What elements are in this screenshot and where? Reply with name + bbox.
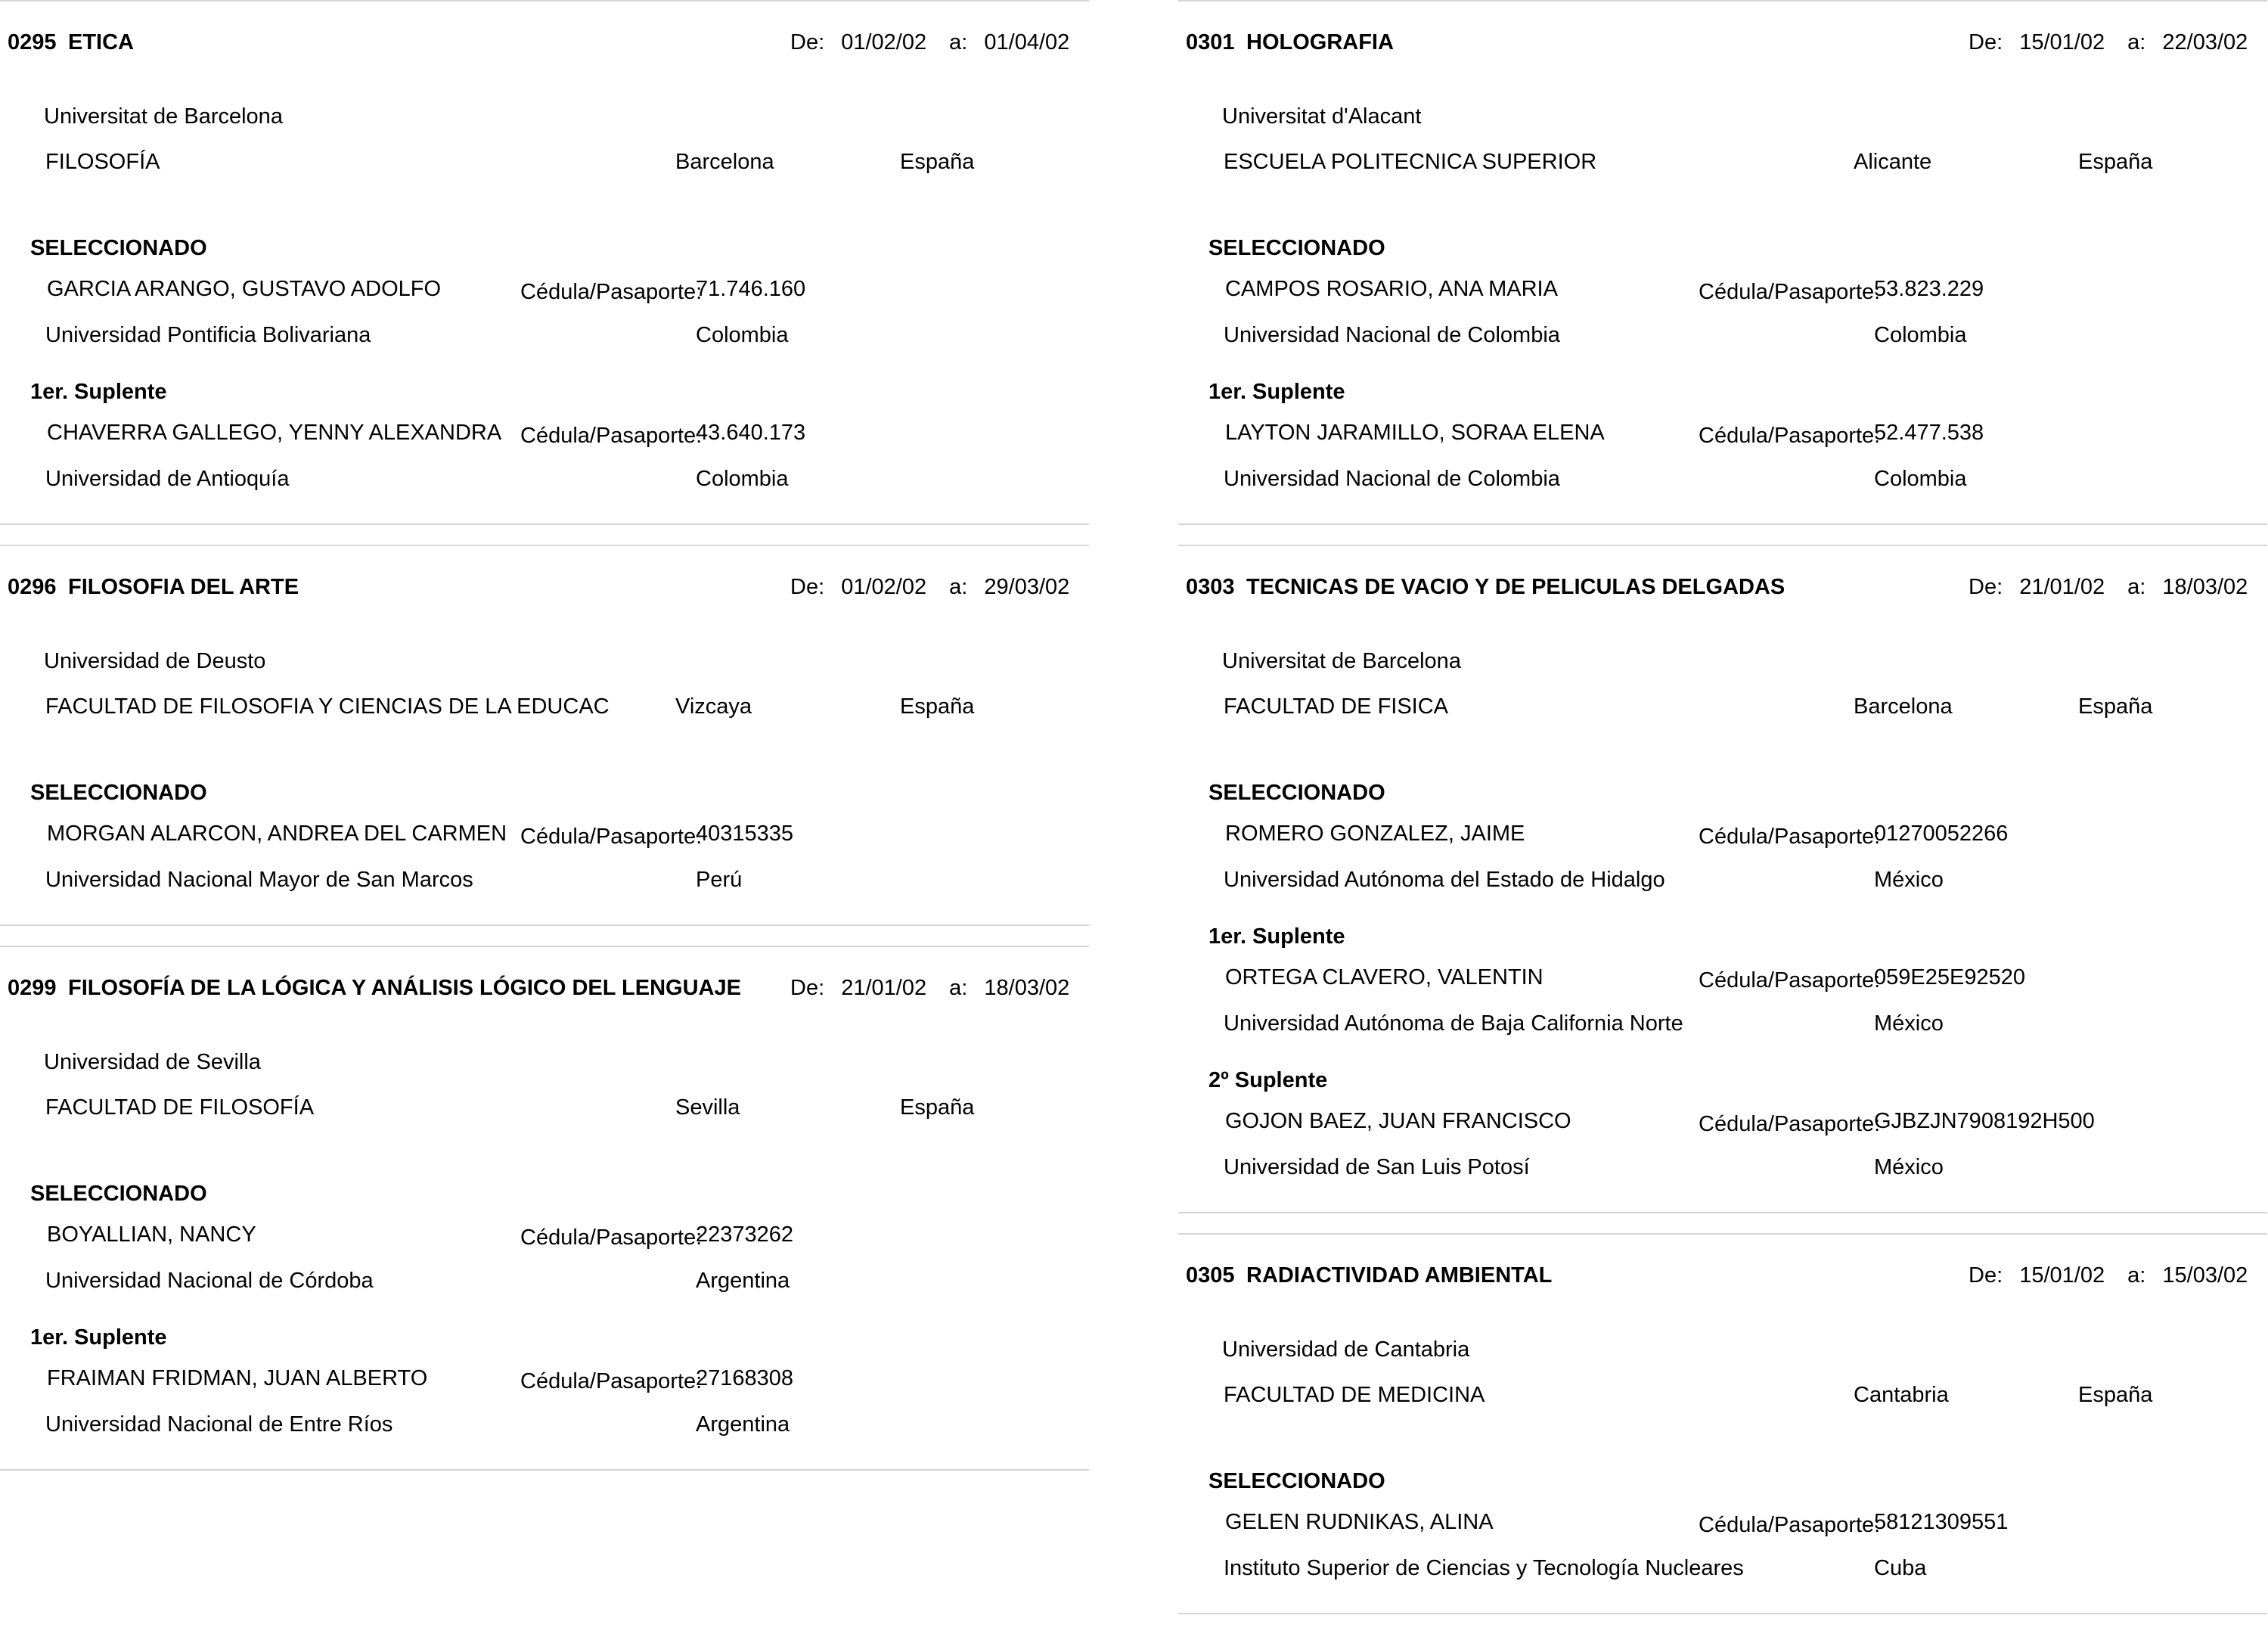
candidate [0,1325,1089,1469]
candidate-role: SELECCIONADO [1208,781,1385,805]
course-title: FILOSOFÍA DE LA LÓGICA Y ANÁLISIS LÓGICO DEL LENGUAJE [68,976,741,1000]
host-country: España [2078,150,2153,174]
candidate-university: Universidad Autónoma del Estado de Hidalgo [1224,868,1665,892]
candidate-country: Argentina [696,1412,790,1437]
candidate [0,1182,1089,1325]
candidate-id: 27168308 [696,1366,794,1390]
candidate-university: Universidad de Antioquía [45,467,290,491]
candidate-university: Universidad Nacional Mayor de San Marcos [45,868,473,892]
candidate-id: 71.746.160 [696,277,806,301]
candidate-university: Instituto Superior de Ciencias y Tecnología Nucleares [1224,1556,1744,1580]
course-title: RADIACTIVIDAD AMBIENTAL [1246,1263,1553,1288]
course-block [0,545,1089,926]
left-column [0,0,1089,1490]
host-institution [0,1030,1089,1182]
host-university: Universitat d'Alacant [1222,104,1422,129]
candidate-role: 1er. Suplente [30,380,167,404]
course-dates [1969,30,2248,55]
course-block [0,946,1089,1471]
candidate [0,380,1089,523]
course-dates [790,30,1069,55]
candidate-role: SELECCIONADO [30,1182,207,1206]
course-title: FILOSOFIA DEL ARTE [68,575,299,599]
host-city: Vizcaya [675,694,752,719]
id-label: Cédula/Pasaporte: [520,1369,703,1393]
date-to-label: a: [949,30,968,54]
course-block [0,0,1089,525]
date-from: 21/01/02 [2019,575,2105,599]
course-header [1178,2,2267,85]
date-to: 15/03/02 [2162,1263,2248,1288]
course-dates [790,575,1069,600]
date-to-label: a: [2127,30,2146,54]
host-country: España [2078,1383,2153,1407]
course-code: 0299 [8,976,57,1000]
candidate-country: México [1874,1155,1944,1179]
candidate-id: 40315335 [696,822,794,846]
host-city: Barcelona [675,150,774,174]
candidate-country: Cuba [1874,1556,1927,1580]
candidate-id: GJBZJN7908192H500 [1874,1109,2095,1133]
id-label: Cédula/Pasaporte: [1699,825,1881,849]
date-from-label: De: [790,575,825,599]
candidate-role: SELECCIONADO [30,781,207,805]
course-code: 0296 [8,575,57,599]
candidate-name: BOYALLIAN, NANCY [47,1222,256,1247]
date-from-label: De: [1969,30,2003,54]
course-title: TECNICAS DE VACIO Y DE PELICULAS DELGADAS [1246,575,1786,599]
candidate-id: 58121309551 [1874,1510,2009,1534]
candidate [1178,781,2267,924]
host-country: España [2078,694,2153,719]
host-country: España [900,150,975,174]
host-faculty: FACULTAD DE FISICA [1224,694,1449,719]
host-faculty: FACULTAD DE FILOSOFÍA [45,1095,315,1120]
candidate-list [1178,781,2267,1212]
course-code: 0303 [1186,575,1235,599]
course-title: HOLOGRAFIA [1246,30,1394,54]
candidate-id: 059E25E92520 [1874,965,2025,989]
date-to: 18/03/02 [984,976,1070,1000]
candidate-id: 01270052266 [1874,822,2009,846]
date-from-label: De: [1969,575,2003,599]
course-dates [790,976,1069,1001]
candidate [1178,236,2267,380]
candidate-id: 52.477.538 [1874,421,1984,445]
date-to-label: a: [2127,575,2146,599]
host-city: Barcelona [1854,694,1953,719]
date-to-label: a: [949,575,968,599]
candidate-role: SELECCIONADO [30,236,207,260]
candidate [0,236,1089,380]
date-from: 01/02/02 [841,575,927,599]
candidate [1178,380,2267,523]
id-label: Cédula/Pasaporte: [1699,280,1881,304]
course-code: 0295 [8,30,57,54]
course-title: ETICA [68,30,134,54]
candidate-university: Universidad Pontificia Bolivariana [45,323,371,347]
id-label: Cédula/Pasaporte: [1699,968,1881,993]
candidate-country: México [1874,1011,1944,1036]
host-country: España [900,1095,975,1120]
date-from-label: De: [790,30,825,54]
candidate-role: 1er. Suplente [1208,924,1345,949]
candidate-role: 1er. Suplente [1208,380,1345,404]
candidate-role: 1er. Suplente [30,1325,167,1350]
course-block [1178,0,2267,525]
host-faculty: ESCUELA POLITECNICA SUPERIOR [1224,150,1597,174]
candidate-name: CHAVERRA GALLEGO, YENNY ALEXANDRA [47,421,502,445]
candidate-list [0,1182,1089,1469]
host-university: Universidad de Cantabria [1222,1337,1470,1362]
host-institution [0,629,1089,781]
host-university: Universidad de Sevilla [44,1050,261,1074]
candidate-university: Universidad Nacional de Colombia [1224,323,1560,347]
host-city: Alicante [1854,150,1932,174]
candidate-list [0,236,1089,523]
id-label: Cédula/Pasaporte: [520,825,703,849]
candidate-university: Universidad Nacional de Entre Ríos [45,1412,393,1437]
candidate-name: ROMERO GONZALEZ, JAIME [1225,822,1525,846]
candidate-university: Universidad de San Luis Potosí [1224,1155,1530,1179]
date-from: 15/01/02 [2019,1263,2105,1288]
candidate-id: 22373262 [696,1222,794,1247]
candidate [1178,1068,2267,1212]
course-header [0,947,1089,1030]
host-university: Universitat de Barcelona [1222,649,1461,673]
id-label: Cédula/Pasaporte: [1699,1513,1881,1537]
id-label: Cédula/Pasaporte: [520,424,703,448]
id-label: Cédula/Pasaporte: [1699,424,1881,448]
host-city: Cantabria [1854,1383,1949,1407]
candidate-list [1178,236,2267,523]
course-header [0,2,1089,85]
date-from-label: De: [790,976,825,1000]
candidate-country: Colombia [1874,467,1967,491]
candidate-university: Universidad Autónoma de Baja California Norte [1224,1011,1683,1036]
candidate-country: Perú [696,868,743,892]
course-block [1178,1233,2267,1614]
date-to-label: a: [949,976,968,1000]
candidate-name: GELEN RUDNIKAS, ALINA [1225,1510,1494,1534]
candidate-country: Argentina [696,1269,790,1293]
host-university: Universidad de Deusto [44,649,266,673]
host-faculty: FACULTAD DE MEDICINA [1224,1383,1485,1407]
candidate-name: GARCIA ARANGO, GUSTAVO ADOLFO [47,277,442,301]
candidate-country: Colombia [696,467,789,491]
id-label: Cédula/Pasaporte: [1699,1112,1881,1136]
course-header [0,546,1089,629]
course-code: 0305 [1186,1263,1235,1288]
candidate-role: 2º Suplente [1208,1068,1328,1092]
host-city: Sevilla [675,1095,740,1120]
id-label: Cédula/Pasaporte: [520,280,703,304]
candidate-role: SELECCIONADO [1208,236,1385,260]
candidate-id: 43.640.173 [696,421,806,445]
host-country: España [900,694,975,719]
id-label: Cédula/Pasaporte: [520,1226,703,1250]
candidate-country: Colombia [1874,323,1967,347]
host-faculty: FACULTAD DE FILOSOFIA Y CIENCIAS DE LA EDUCAC [45,694,610,719]
candidate-id: 53.823.229 [1874,277,1984,301]
host-faculty: FILOSOFÍA [45,150,160,174]
date-from: 15/01/02 [2019,30,2105,54]
date-to: 29/03/02 [984,575,1070,599]
candidate-list [1178,1469,2267,1613]
candidate-university: Universidad Nacional de Córdoba [45,1269,374,1293]
course-dates [1969,1263,2248,1288]
date-to: 18/03/02 [2162,575,2248,599]
candidate-role: SELECCIONADO [1208,1469,1385,1493]
host-institution [0,85,1089,236]
candidate-name: CAMPOS ROSARIO, ANA MARIA [1225,277,1558,301]
candidate [1178,1469,2267,1613]
candidate-name: ORTEGA CLAVERO, VALENTIN [1225,965,1544,989]
course-header [1178,1235,2267,1318]
host-institution [1178,1318,2267,1469]
candidate-name: MORGAN ALARCON, ANDREA DEL CARMEN [47,822,507,846]
host-university: Universitat de Barcelona [44,104,283,129]
date-from: 21/01/02 [841,976,927,1000]
candidate-university: Universidad Nacional de Colombia [1224,467,1560,491]
date-from-label: De: [1969,1263,2003,1288]
host-institution [1178,629,2267,781]
course-code: 0301 [1186,30,1235,54]
course-block [1178,545,2267,1213]
candidate [0,781,1089,924]
right-column [1178,0,2267,1634]
candidate-country: Colombia [696,323,789,347]
candidate [1178,924,2267,1068]
date-from: 01/02/02 [841,30,927,54]
candidate-country: México [1874,868,1944,892]
candidate-name: FRAIMAN FRIDMAN, JUAN ALBERTO [47,1366,428,1390]
candidate-name: LAYTON JARAMILLO, SORAA ELENA [1225,421,1605,445]
date-to-label: a: [2127,1263,2146,1288]
course-header [1178,546,2267,629]
candidate-name: GOJON BAEZ, JUAN FRANCISCO [1225,1109,1571,1133]
course-dates [1969,575,2248,600]
date-to: 22/03/02 [2162,30,2248,54]
candidate-list [0,781,1089,924]
host-institution [1178,85,2267,236]
date-to: 01/04/02 [984,30,1070,54]
